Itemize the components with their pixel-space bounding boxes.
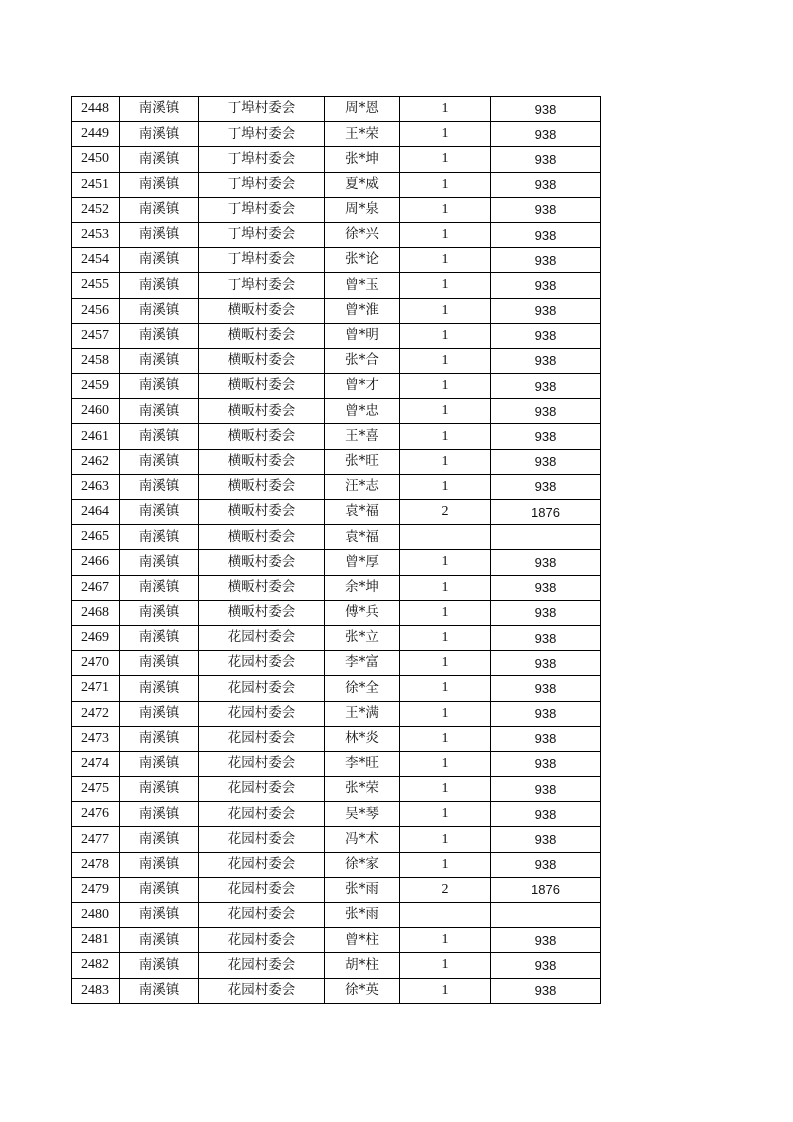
- name-cell: 曾*才: [325, 374, 400, 399]
- data-table: [71, 96, 601, 1004]
- name-cell: 冯*术: [325, 827, 400, 852]
- table-row: [72, 928, 601, 953]
- table-row: [72, 525, 601, 550]
- count-cell: 1: [400, 222, 491, 247]
- amount-cell: 938: [491, 550, 601, 575]
- table-row: [72, 751, 601, 776]
- village-committee-cell: 花园村委会: [199, 903, 325, 928]
- town-cell: 南溪镇: [120, 877, 199, 902]
- count-cell: 1: [400, 726, 491, 751]
- town-cell: 南溪镇: [120, 97, 199, 122]
- row-number-cell: 2453: [72, 222, 120, 247]
- count-cell: 1: [400, 928, 491, 953]
- table-row: [72, 953, 601, 978]
- town-cell: 南溪镇: [120, 550, 199, 575]
- village-committee-cell: 横畈村委会: [199, 399, 325, 424]
- village-committee-cell: 横畈村委会: [199, 449, 325, 474]
- table-row: [72, 726, 601, 751]
- table-row: [72, 449, 601, 474]
- table-row: [72, 222, 601, 247]
- town-cell: 南溪镇: [120, 474, 199, 499]
- town-cell: 南溪镇: [120, 852, 199, 877]
- town-cell: 南溪镇: [120, 323, 199, 348]
- row-number-cell: 2454: [72, 248, 120, 273]
- village-committee-cell: 花园村委会: [199, 726, 325, 751]
- count-cell: 1: [400, 802, 491, 827]
- row-number-cell: 2468: [72, 600, 120, 625]
- name-cell: 袁*福: [325, 525, 400, 550]
- count-cell: 1: [400, 172, 491, 197]
- name-cell: 傅*兵: [325, 600, 400, 625]
- town-cell: 南溪镇: [120, 978, 199, 1003]
- amount-cell: 1876: [491, 877, 601, 902]
- table-row: [72, 323, 601, 348]
- row-number-cell: 2472: [72, 701, 120, 726]
- village-committee-cell: 横畈村委会: [199, 474, 325, 499]
- count-cell: 1: [400, 701, 491, 726]
- row-number-cell: 2478: [72, 852, 120, 877]
- village-committee-cell: 花园村委会: [199, 852, 325, 877]
- row-number-cell: 2480: [72, 903, 120, 928]
- row-number-cell: 2452: [72, 197, 120, 222]
- village-committee-cell: 花园村委会: [199, 777, 325, 802]
- name-cell: 袁*福: [325, 500, 400, 525]
- amount-cell: 938: [491, 399, 601, 424]
- count-cell: 1: [400, 751, 491, 776]
- table-row: [72, 172, 601, 197]
- amount-cell: 938: [491, 172, 601, 197]
- name-cell: 王*喜: [325, 424, 400, 449]
- count-cell: 1: [400, 374, 491, 399]
- amount-cell: 938: [491, 928, 601, 953]
- village-committee-cell: 花园村委会: [199, 827, 325, 852]
- row-number-cell: 2473: [72, 726, 120, 751]
- town-cell: 南溪镇: [120, 676, 199, 701]
- amount-cell: 938: [491, 323, 601, 348]
- row-number-cell: 2458: [72, 348, 120, 373]
- village-committee-cell: 花园村委会: [199, 676, 325, 701]
- count-cell: 1: [400, 474, 491, 499]
- name-cell: 徐*全: [325, 676, 400, 701]
- name-cell: 张*雨: [325, 877, 400, 902]
- name-cell: 张*旺: [325, 449, 400, 474]
- village-committee-cell: 花园村委会: [199, 802, 325, 827]
- count-cell: 1: [400, 97, 491, 122]
- name-cell: 曾*忠: [325, 399, 400, 424]
- amount-cell: 938: [491, 751, 601, 776]
- town-cell: 南溪镇: [120, 600, 199, 625]
- name-cell: 曾*玉: [325, 273, 400, 298]
- town-cell: 南溪镇: [120, 751, 199, 776]
- town-cell: 南溪镇: [120, 500, 199, 525]
- table-row: [72, 852, 601, 877]
- row-number-cell: 2466: [72, 550, 120, 575]
- row-number-cell: 2459: [72, 374, 120, 399]
- village-committee-cell: 横畈村委会: [199, 374, 325, 399]
- table-row: [72, 298, 601, 323]
- name-cell: 张*荣: [325, 777, 400, 802]
- count-cell: 1: [400, 197, 491, 222]
- table-row: [72, 625, 601, 650]
- table-row: [72, 399, 601, 424]
- amount-cell: 938: [491, 676, 601, 701]
- town-cell: 南溪镇: [120, 625, 199, 650]
- town-cell: 南溪镇: [120, 777, 199, 802]
- name-cell: 李*旺: [325, 751, 400, 776]
- count-cell: 1: [400, 550, 491, 575]
- count-cell: 2: [400, 500, 491, 525]
- amount-cell: 938: [491, 575, 601, 600]
- amount-cell: 938: [491, 348, 601, 373]
- amount-cell: [491, 903, 601, 928]
- name-cell: 胡*柱: [325, 953, 400, 978]
- amount-cell: 938: [491, 625, 601, 650]
- count-cell: 1: [400, 625, 491, 650]
- count-cell: 1: [400, 122, 491, 147]
- table-row: [72, 374, 601, 399]
- count-cell: 1: [400, 323, 491, 348]
- village-committee-cell: 丁埠村委会: [199, 197, 325, 222]
- village-committee-cell: 花园村委会: [199, 928, 325, 953]
- amount-cell: 938: [491, 953, 601, 978]
- count-cell: [400, 525, 491, 550]
- count-cell: 1: [400, 399, 491, 424]
- amount-cell: 938: [491, 248, 601, 273]
- table-row: [72, 197, 601, 222]
- amount-cell: 938: [491, 474, 601, 499]
- town-cell: 南溪镇: [120, 928, 199, 953]
- town-cell: 南溪镇: [120, 399, 199, 424]
- amount-cell: 938: [491, 978, 601, 1003]
- village-committee-cell: 丁埠村委会: [199, 122, 325, 147]
- town-cell: 南溪镇: [120, 726, 199, 751]
- table-row: [72, 903, 601, 928]
- table-row: [72, 122, 601, 147]
- count-cell: 1: [400, 852, 491, 877]
- village-committee-cell: 横畈村委会: [199, 575, 325, 600]
- table-row: [72, 978, 601, 1003]
- amount-cell: 938: [491, 122, 601, 147]
- village-committee-cell: 丁埠村委会: [199, 273, 325, 298]
- count-cell: 1: [400, 978, 491, 1003]
- row-number-cell: 2456: [72, 298, 120, 323]
- name-cell: 张*坤: [325, 147, 400, 172]
- name-cell: 周*恩: [325, 97, 400, 122]
- amount-cell: 938: [491, 97, 601, 122]
- village-committee-cell: 横畈村委会: [199, 525, 325, 550]
- town-cell: 南溪镇: [120, 701, 199, 726]
- table-row: [72, 348, 601, 373]
- count-cell: 1: [400, 651, 491, 676]
- amount-cell: 938: [491, 424, 601, 449]
- town-cell: 南溪镇: [120, 651, 199, 676]
- village-committee-cell: 横畈村委会: [199, 600, 325, 625]
- town-cell: 南溪镇: [120, 248, 199, 273]
- count-cell: [400, 903, 491, 928]
- table-row: [72, 600, 601, 625]
- name-cell: 李*富: [325, 651, 400, 676]
- village-committee-cell: 丁埠村委会: [199, 97, 325, 122]
- count-cell: 1: [400, 298, 491, 323]
- count-cell: 1: [400, 348, 491, 373]
- row-number-cell: 2474: [72, 751, 120, 776]
- amount-cell: 938: [491, 852, 601, 877]
- row-number-cell: 2462: [72, 449, 120, 474]
- name-cell: 张*立: [325, 625, 400, 650]
- village-committee-cell: 横畈村委会: [199, 550, 325, 575]
- table-row: [72, 701, 601, 726]
- town-cell: 南溪镇: [120, 298, 199, 323]
- count-cell: 1: [400, 273, 491, 298]
- town-cell: 南溪镇: [120, 802, 199, 827]
- town-cell: 南溪镇: [120, 575, 199, 600]
- village-committee-cell: 花园村委会: [199, 751, 325, 776]
- town-cell: 南溪镇: [120, 273, 199, 298]
- amount-cell: 938: [491, 147, 601, 172]
- town-cell: 南溪镇: [120, 525, 199, 550]
- town-cell: 南溪镇: [120, 374, 199, 399]
- row-number-cell: 2448: [72, 97, 120, 122]
- table-row: [72, 877, 601, 902]
- table-row: [72, 273, 601, 298]
- count-cell: 1: [400, 827, 491, 852]
- amount-cell: 938: [491, 222, 601, 247]
- count-cell: 1: [400, 424, 491, 449]
- table-row: [72, 550, 601, 575]
- row-number-cell: 2469: [72, 625, 120, 650]
- town-cell: 南溪镇: [120, 953, 199, 978]
- village-committee-cell: 丁埠村委会: [199, 172, 325, 197]
- name-cell: 张*合: [325, 348, 400, 373]
- town-cell: 南溪镇: [120, 172, 199, 197]
- name-cell: 徐*英: [325, 978, 400, 1003]
- name-cell: 余*坤: [325, 575, 400, 600]
- village-committee-cell: 花园村委会: [199, 953, 325, 978]
- amount-cell: 938: [491, 777, 601, 802]
- row-number-cell: 2481: [72, 928, 120, 953]
- row-number-cell: 2483: [72, 978, 120, 1003]
- count-cell: 1: [400, 449, 491, 474]
- table-row: [72, 777, 601, 802]
- amount-cell: [491, 525, 601, 550]
- row-number-cell: 2475: [72, 777, 120, 802]
- town-cell: 南溪镇: [120, 348, 199, 373]
- amount-cell: 938: [491, 449, 601, 474]
- count-cell: 1: [400, 676, 491, 701]
- row-number-cell: 2449: [72, 122, 120, 147]
- name-cell: 汪*志: [325, 474, 400, 499]
- table-row: [72, 651, 601, 676]
- amount-cell: 938: [491, 273, 601, 298]
- name-cell: 曾*明: [325, 323, 400, 348]
- village-committee-cell: 丁埠村委会: [199, 248, 325, 273]
- town-cell: 南溪镇: [120, 197, 199, 222]
- row-number-cell: 2461: [72, 424, 120, 449]
- row-number-cell: 2471: [72, 676, 120, 701]
- name-cell: 张*论: [325, 248, 400, 273]
- town-cell: 南溪镇: [120, 122, 199, 147]
- amount-cell: 938: [491, 197, 601, 222]
- amount-cell: 938: [491, 726, 601, 751]
- table-row: [72, 827, 601, 852]
- count-cell: 2: [400, 877, 491, 902]
- name-cell: 徐*兴: [325, 222, 400, 247]
- table-row: [72, 676, 601, 701]
- village-committee-cell: 丁埠村委会: [199, 222, 325, 247]
- row-number-cell: 2479: [72, 877, 120, 902]
- table-row: [72, 802, 601, 827]
- town-cell: 南溪镇: [120, 222, 199, 247]
- amount-cell: 938: [491, 374, 601, 399]
- village-committee-cell: 花园村委会: [199, 701, 325, 726]
- row-number-cell: 2457: [72, 323, 120, 348]
- town-cell: 南溪镇: [120, 827, 199, 852]
- row-number-cell: 2476: [72, 802, 120, 827]
- row-number-cell: 2460: [72, 399, 120, 424]
- name-cell: 曾*淮: [325, 298, 400, 323]
- count-cell: 1: [400, 953, 491, 978]
- amount-cell: 1876: [491, 500, 601, 525]
- village-committee-cell: 丁埠村委会: [199, 147, 325, 172]
- name-cell: 王*满: [325, 701, 400, 726]
- row-number-cell: 2455: [72, 273, 120, 298]
- count-cell: 1: [400, 248, 491, 273]
- amount-cell: 938: [491, 298, 601, 323]
- name-cell: 周*泉: [325, 197, 400, 222]
- row-number-cell: 2463: [72, 474, 120, 499]
- row-number-cell: 2450: [72, 147, 120, 172]
- amount-cell: 938: [491, 651, 601, 676]
- amount-cell: 938: [491, 827, 601, 852]
- count-cell: 1: [400, 600, 491, 625]
- name-cell: 夏*威: [325, 172, 400, 197]
- village-committee-cell: 花园村委会: [199, 877, 325, 902]
- name-cell: 张*雨: [325, 903, 400, 928]
- town-cell: 南溪镇: [120, 147, 199, 172]
- table-row: [72, 474, 601, 499]
- name-cell: 林*炎: [325, 726, 400, 751]
- village-committee-cell: 花园村委会: [199, 651, 325, 676]
- table-row: [72, 147, 601, 172]
- row-number-cell: 2477: [72, 827, 120, 852]
- village-committee-cell: 横畈村委会: [199, 500, 325, 525]
- count-cell: 1: [400, 147, 491, 172]
- table-row: [72, 575, 601, 600]
- name-cell: 徐*家: [325, 852, 400, 877]
- table-row: [72, 97, 601, 122]
- row-number-cell: 2465: [72, 525, 120, 550]
- amount-cell: 938: [491, 802, 601, 827]
- village-committee-cell: 花园村委会: [199, 625, 325, 650]
- row-number-cell: 2470: [72, 651, 120, 676]
- town-cell: 南溪镇: [120, 424, 199, 449]
- village-committee-cell: 横畈村委会: [199, 348, 325, 373]
- row-number-cell: 2451: [72, 172, 120, 197]
- town-cell: 南溪镇: [120, 903, 199, 928]
- name-cell: 曾*厚: [325, 550, 400, 575]
- village-committee-cell: 横畈村委会: [199, 298, 325, 323]
- row-number-cell: 2482: [72, 953, 120, 978]
- table-body: [72, 97, 601, 1004]
- count-cell: 1: [400, 777, 491, 802]
- row-number-cell: 2464: [72, 500, 120, 525]
- amount-cell: 938: [491, 701, 601, 726]
- name-cell: 曾*柱: [325, 928, 400, 953]
- name-cell: 王*荣: [325, 122, 400, 147]
- count-cell: 1: [400, 575, 491, 600]
- town-cell: 南溪镇: [120, 449, 199, 474]
- village-committee-cell: 横畈村委会: [199, 424, 325, 449]
- name-cell: 吴*琴: [325, 802, 400, 827]
- amount-cell: 938: [491, 600, 601, 625]
- table-row: [72, 500, 601, 525]
- table-row: [72, 424, 601, 449]
- table-row: [72, 248, 601, 273]
- village-committee-cell: 横畈村委会: [199, 323, 325, 348]
- row-number-cell: 2467: [72, 575, 120, 600]
- village-committee-cell: 花园村委会: [199, 978, 325, 1003]
